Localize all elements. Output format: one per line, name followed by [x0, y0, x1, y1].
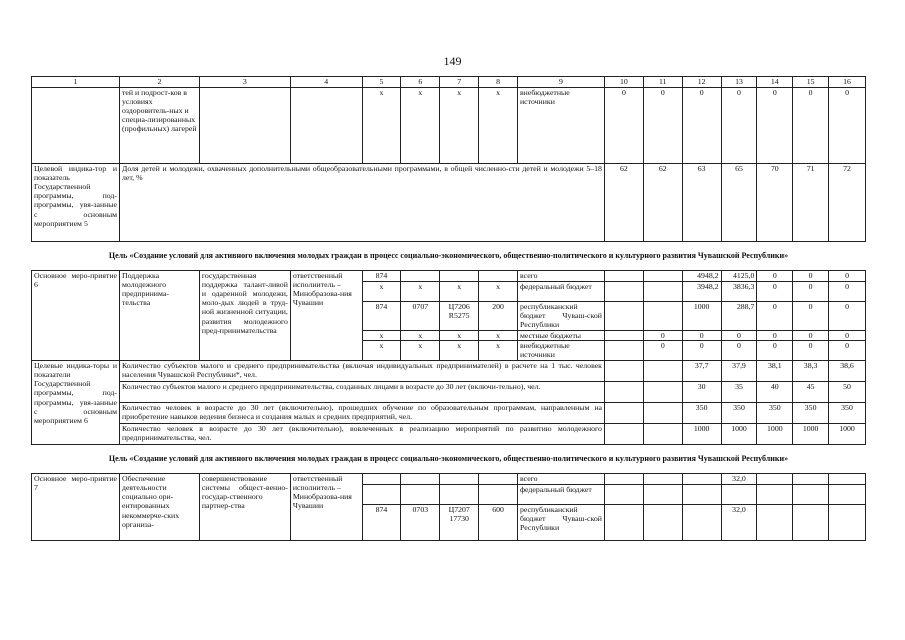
- table-cell: 0: [721, 88, 757, 164]
- indicator-label: Целевые индика-торы и показатели Государственной программы, под-программы, увя-занные с основным мероприятием 6: [32, 361, 120, 445]
- table-cell: 0: [757, 302, 793, 331]
- table-cell: x: [479, 331, 518, 341]
- table-cell: [829, 474, 866, 485]
- table-cell: 874: [362, 271, 401, 282]
- table-row: [32, 474, 866, 485]
- budget-table: [31, 76, 866, 242]
- table-cell: x: [401, 331, 440, 341]
- table-cell: [479, 271, 518, 282]
- measure-6-table: [31, 270, 866, 445]
- table-cell: [604, 302, 643, 331]
- indicator-value: 1000: [829, 424, 866, 445]
- measure-label: Основное меро-приятие 7: [32, 474, 120, 541]
- table-cell: 0: [721, 341, 757, 361]
- table-cell: [757, 485, 793, 505]
- table-cell: 0: [829, 271, 866, 282]
- table-cell: [721, 485, 757, 505]
- indicator-value: 350: [757, 403, 793, 424]
- responsible-executor: ответственный исполнитель – Минобразова-ния Чувашии: [290, 271, 362, 361]
- indicator-label: Целевой индика-тор и показатель Государственной программы, под-программы, увя-занные с основным мероприятием 5: [32, 164, 120, 242]
- table-cell: 0703: [401, 505, 440, 541]
- table-cell: [643, 505, 682, 541]
- indicator-value: 71: [793, 164, 829, 242]
- table-cell: x: [479, 282, 518, 302]
- table-cell: [643, 282, 682, 302]
- table-cell: [604, 505, 643, 541]
- indicator-value: 38,3: [793, 361, 829, 382]
- indicator-value: 1000: [757, 424, 793, 445]
- indicator-value: 38,1: [757, 361, 793, 382]
- indicator-text: Количество человек в возрасте до 30 лет (включительно), вовлеченных в реализацию мероприятий по развитию молодежного предпринимательства, чел.: [120, 424, 605, 445]
- indicator-value: [604, 361, 643, 382]
- header-cell: 8: [479, 77, 518, 88]
- table-cell: [682, 485, 721, 505]
- table-cell: 0: [757, 341, 793, 361]
- table-cell: 4125,0: [721, 271, 757, 282]
- table-cell: x: [479, 341, 518, 361]
- table-cell: x: [362, 341, 401, 361]
- table-cell: Ц7207 17730: [440, 505, 479, 541]
- table-cell: x: [440, 282, 479, 302]
- indicator-value: 1000: [721, 424, 757, 445]
- header-cell: 3: [199, 77, 290, 88]
- indicator-value: [643, 361, 682, 382]
- indicator-value: 350: [682, 403, 721, 424]
- table-cell: 288,7: [721, 302, 757, 331]
- funding-source: местные бюджеты: [518, 331, 605, 341]
- table-cell: x: [362, 331, 401, 341]
- indicator-value: 45: [793, 382, 829, 403]
- table-cell: [604, 282, 643, 302]
- table-cell: [401, 485, 440, 505]
- table-cell: 0: [793, 271, 829, 282]
- header-cell: 1: [32, 77, 120, 88]
- table-cell: 0: [682, 341, 721, 361]
- indicator-row: [32, 382, 866, 403]
- measure-name: Поддержка молодежного предпринима-тельства: [120, 271, 200, 361]
- table-cell: [440, 485, 479, 505]
- table-cell: [440, 474, 479, 485]
- table-cell: [604, 271, 643, 282]
- indicator-value: 40: [757, 382, 793, 403]
- table-cell: 0: [829, 331, 866, 341]
- measure-7-table: [31, 473, 866, 541]
- indicator-value: [643, 403, 682, 424]
- indicator-value: 350: [793, 403, 829, 424]
- indicator-text: Количество субъектов малого и среднего предпринимательства, созданных лицами в возрасте до 30 лет (включи-тельно), чел.: [120, 382, 605, 403]
- indicator-row: [32, 403, 866, 424]
- header-cell: 13: [721, 77, 757, 88]
- table-cell: [643, 302, 682, 331]
- measure-name: Обеспечение деятельности социально ори-ентированных некоммерче-ских организа-: [120, 474, 200, 541]
- table-cell: 32,0: [721, 505, 757, 541]
- funding-source: всего: [518, 271, 605, 282]
- header-cell: 10: [604, 77, 643, 88]
- table-cell: x: [362, 282, 401, 302]
- funding-source: внебюджетные источники: [518, 88, 605, 164]
- indicator-value: 350: [829, 403, 866, 424]
- indicator-text: Количество человек в возрасте до 30 лет (включительно), прошедших обучение по образовательным программам, направленным на приобретение навыков ведения бизнеса и создания малых и средних предприятий, чел.: [120, 403, 605, 424]
- table-cell: [793, 474, 829, 485]
- funding-source: федеральный бюджет: [518, 282, 605, 302]
- header-cell: 12: [682, 77, 721, 88]
- page-number: 149: [443, 54, 462, 68]
- table-cell: 0: [793, 341, 829, 361]
- table-cell: [682, 474, 721, 485]
- table-cell: x: [440, 331, 479, 341]
- indicator-value: 72: [829, 164, 866, 242]
- table-cell: 0: [829, 341, 866, 361]
- table-cell: [793, 485, 829, 505]
- table-cell: 0: [757, 282, 793, 302]
- table-cell: 0: [829, 88, 866, 164]
- table-cell: 32,0: [721, 474, 757, 485]
- indicator-row: [32, 424, 866, 445]
- indicator-value: [604, 382, 643, 403]
- table-cell: [604, 331, 643, 341]
- funding-source: федеральный бюджет: [518, 485, 605, 505]
- table-cell: 1000: [682, 302, 721, 331]
- table-cell: [401, 474, 440, 485]
- header-cell: 9: [518, 77, 605, 88]
- table-cell: [793, 505, 829, 541]
- table-cell: [829, 505, 866, 541]
- table-cell: [643, 485, 682, 505]
- header-cell: 4: [290, 77, 362, 88]
- table-cell: 0: [793, 282, 829, 302]
- measure-name: тей и подрост-ков в условиях оздоровитель-ных и специа-лизированных (профильных) лагерей: [120, 88, 200, 164]
- table-cell: 0: [643, 88, 682, 164]
- table-cell: 874: [362, 505, 401, 541]
- table-cell: [604, 341, 643, 361]
- table-cell: [604, 474, 643, 485]
- header-cell: 7: [440, 77, 479, 88]
- indicator-value: 38,6: [829, 361, 866, 382]
- table-cell: x: [440, 88, 479, 164]
- table-cell: 0: [643, 341, 682, 361]
- table-cell: [829, 485, 866, 505]
- indicator-value: 1000: [793, 424, 829, 445]
- indicator-value: [604, 403, 643, 424]
- table-cell: [362, 474, 401, 485]
- table-cell: 0: [793, 88, 829, 164]
- table-cell: 0: [793, 331, 829, 341]
- funding-source: республиканский бюджет Чуваш-ской Республики: [518, 505, 605, 541]
- table-cell: 0707: [401, 302, 440, 331]
- indicator-value: 30: [682, 382, 721, 403]
- table-cell: [757, 474, 793, 485]
- measure-label: Основное меро-приятие 6: [32, 271, 120, 361]
- responsible-executor: ответственный исполнитель – Минобразова-ния Чувашии: [290, 474, 362, 541]
- header-row: [32, 77, 866, 88]
- indicator-row: [32, 361, 866, 382]
- table-cell: [479, 474, 518, 485]
- indicator-value: 70: [757, 164, 793, 242]
- indicator-text: Количество субъектов малого и среднего предпринимательства (включая индивидуальных предпринимателей) в расчете на 1 тыс. человек населения Чувашской Республики*, чел.: [120, 361, 605, 382]
- goal-heading: Цель «Создание условий для активного включения молодых граждан в процесс социально-экономического, общественно-политического и культурного развития Чувашской Республики»: [108, 454, 789, 464]
- budget-table-sheet: [31, 76, 866, 541]
- table-cell: x: [479, 88, 518, 164]
- table-row: [32, 88, 866, 164]
- indicator-value: 1000: [682, 424, 721, 445]
- table-cell: 4948,2: [682, 271, 721, 282]
- indicator-value: 62: [643, 164, 682, 242]
- table-cell: [643, 474, 682, 485]
- table-cell: [643, 271, 682, 282]
- indicator-value: 50: [829, 382, 866, 403]
- indicator-value: 37,7: [682, 361, 721, 382]
- indicator-value: 350: [721, 403, 757, 424]
- indicator-row: [32, 164, 866, 242]
- header-cell: 16: [829, 77, 866, 88]
- header-cell: 5: [362, 77, 401, 88]
- measure-description: государственная поддержка талант-ливой и одаренной молодежи, моло-дых людей в труд-ной жизненной ситуации, развития молодежного пред-принимательства: [199, 271, 290, 361]
- table-cell: 3836,3: [721, 282, 757, 302]
- table-cell: x: [362, 88, 401, 164]
- table-cell: 600: [479, 505, 518, 541]
- table-cell: [479, 485, 518, 505]
- indicator-value: 65: [721, 164, 757, 242]
- table-cell: x: [401, 88, 440, 164]
- table-cell: 0: [757, 88, 793, 164]
- table-cell: 0: [604, 88, 643, 164]
- table-cell: [401, 271, 440, 282]
- goal-heading: Цель «Создание условий для активного включения молодых граждан в процесс социально-экономического, общественно-политического и культурного развития Чувашской Республики»: [108, 251, 789, 261]
- table-cell: [757, 505, 793, 541]
- table-row: [32, 271, 866, 282]
- indicator-text: Доля детей и молодежи, охваченных дополнительными общеобразовательными программами, в общей численно-сти детей и молодежи 5–18 лет, %: [120, 164, 605, 242]
- header-cell: 2: [120, 77, 200, 88]
- table-cell: 0: [793, 302, 829, 331]
- header-cell: 14: [757, 77, 793, 88]
- indicator-value: 35: [721, 382, 757, 403]
- table-cell: 0: [757, 271, 793, 282]
- table-cell: x: [401, 341, 440, 361]
- table-cell: 0: [829, 282, 866, 302]
- indicator-value: [643, 424, 682, 445]
- table-cell: 3948,2: [682, 282, 721, 302]
- table-cell: 874: [362, 302, 401, 331]
- table-cell: [440, 271, 479, 282]
- table-cell: 0: [829, 302, 866, 331]
- measure-description: совершенствование системы общест-венно-государ-ственного партнер-ства: [199, 474, 290, 541]
- table-cell: x: [440, 341, 479, 361]
- table-cell: 200: [479, 302, 518, 331]
- funding-source: внебюджетные источники: [518, 341, 605, 361]
- header-cell: 6: [401, 77, 440, 88]
- funding-source: республиканский бюджет Чуваш-ской Республики: [518, 302, 605, 331]
- table-cell: x: [401, 282, 440, 302]
- indicator-value: 62: [604, 164, 643, 242]
- table-cell: 0: [643, 331, 682, 341]
- table-cell: [682, 505, 721, 541]
- table-cell: 0: [757, 331, 793, 341]
- funding-source: всего: [518, 474, 605, 485]
- indicator-value: 37,9: [721, 361, 757, 382]
- table-cell: Ц7206 R5275: [440, 302, 479, 331]
- table-cell: 0: [721, 331, 757, 341]
- table-cell: 0: [682, 331, 721, 341]
- indicator-value: 63: [682, 164, 721, 242]
- header-cell: 11: [643, 77, 682, 88]
- table-cell: 0: [682, 88, 721, 164]
- table-cell: [362, 485, 401, 505]
- indicator-value: [643, 382, 682, 403]
- header-cell: 15: [793, 77, 829, 88]
- table-cell: [604, 485, 643, 505]
- indicator-value: [604, 424, 643, 445]
